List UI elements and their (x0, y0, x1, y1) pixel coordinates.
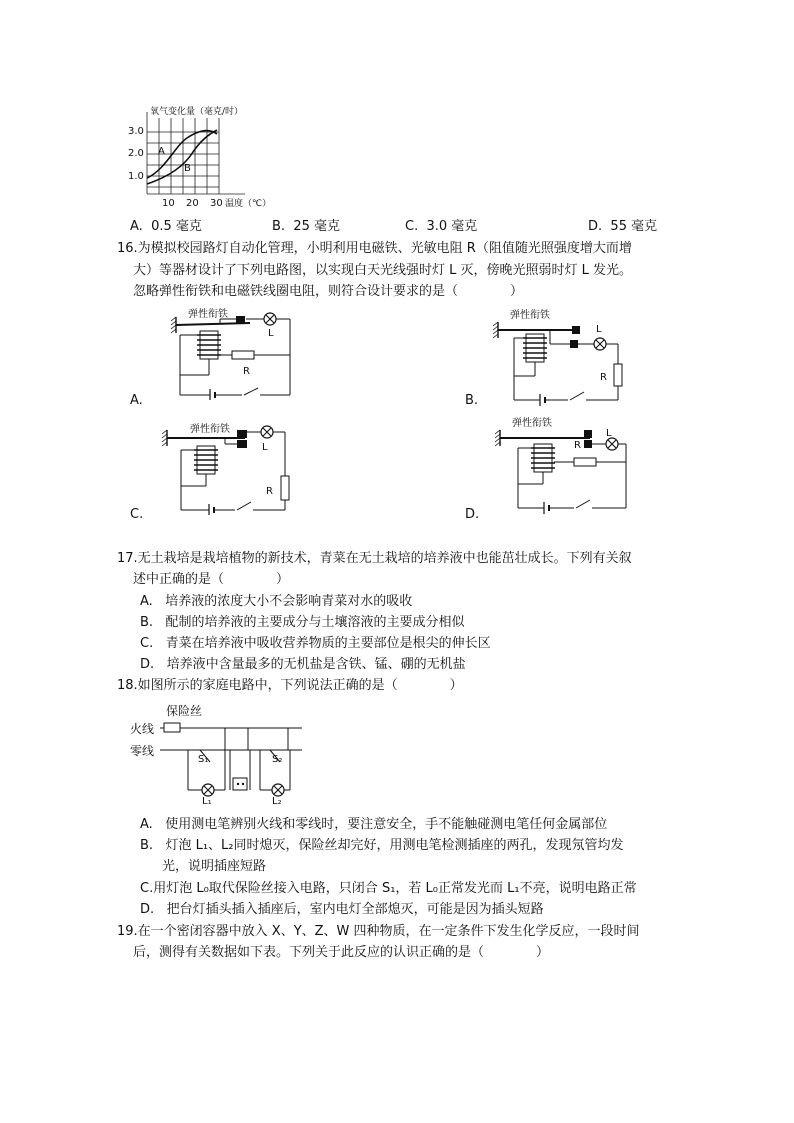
q17-option-b[interactable]: B. 配制的培养液的主要成分与土壤溶液的主要成分相似 (140, 615, 465, 630)
graph-xtick-10: 10 (162, 198, 175, 209)
lamp-l2-label: L₂ (272, 796, 282, 807)
q16-option-b[interactable]: B. (465, 393, 479, 408)
q15-option-a[interactable]: A. 0.5 毫克 (130, 219, 202, 234)
q18-option-d[interactable]: D. 把台灯插头插入插座后，室内电灯全部熄灭，可能是因为插头短路 (140, 902, 544, 917)
circuit-d-resistor-label: R (574, 440, 581, 451)
q16-option-c[interactable]: C. (130, 507, 144, 522)
neutral-wire-label: 零线 (130, 744, 155, 758)
graph-curve-b: B (184, 163, 191, 174)
circuit-diagram-b (490, 312, 635, 407)
lamp-l1-label: L₁ (202, 796, 212, 807)
q16-option-d[interactable]: D. (465, 507, 480, 522)
q16-stem-line1: 16.为模拟校园路灯自动化管理，小明利用电磁铁、光敏电阻 R（阻值随光照强度增大而增 (117, 241, 632, 256)
q16-stem-line2: 大）等器材设计了下列电路图，以实现白天光线强时灯 L 灭，傍晚光照弱时灯 L 发光。 (133, 263, 633, 278)
circuit-a-armature-label: 弹性衔铁 (188, 309, 228, 320)
q18-option-b[interactable]: B. 灯泡 L₁、L₂同时熄灭，保险丝却完好，用测电笔检测插座的两孔，发现氖管均发 (140, 838, 624, 853)
graph-ytick-3: 3.0 (128, 126, 144, 137)
circuit-d-armature-label: 弹性衔铁 (512, 418, 552, 429)
circuit-diagram-c (155, 420, 305, 515)
q18-option-b-cont: 光，说明插座短路 (162, 859, 267, 874)
q18-option-a[interactable]: A. 使用测电笔辨别火线和零线时，要注意安全，手不能触碰测电笔任何金属部位 (140, 817, 608, 832)
circuit-b-resistor-label: R (600, 372, 607, 383)
graph-ytick-1: 1.0 (128, 171, 144, 182)
household-circuit-diagram (130, 700, 310, 812)
circuit-diagram-a (160, 305, 310, 400)
live-wire-label: 火线 (130, 722, 155, 736)
q15-option-d[interactable]: D. 55 毫克 (588, 219, 658, 234)
graph-ylabel: 氧气变化量（毫克/时） (150, 107, 244, 117)
q15-option-c[interactable]: C. 3.0 毫克 (405, 219, 478, 234)
circuit-b-lamp-label: L (596, 324, 602, 335)
circuit-a-resistor-label: R (243, 366, 250, 377)
graph-xtick-20: 20 (186, 198, 199, 209)
q16-option-a[interactable]: A. (130, 393, 143, 408)
switch-s1-label: S₁ (198, 754, 209, 765)
graph-curve-a: A (158, 146, 165, 157)
q19-stem-line2: 后，测得有关数据如下表。下列关于此反应的认识正确的是（ ） (133, 945, 550, 960)
fuse-label: 保险丝 (166, 704, 203, 718)
graph-xlabel: 温度（℃） (225, 199, 272, 209)
q18-stem-line1: 18.如图所示的家庭电路中，下列说法正确的是（ ） (117, 678, 463, 693)
switch-s2-label: S₂ (272, 754, 283, 765)
q15-option-b[interactable]: B. 25 毫克 (272, 219, 341, 234)
q18-option-c[interactable]: C.用灯泡 L₀取代保险丝接入电路，只闭合 S₁，若 L₀正常发光而 L₁不亮，说明电路正常 (140, 881, 637, 896)
q17-option-a[interactable]: A. 培养液的浓度大小不会影响青菜对水的吸收 (140, 594, 413, 609)
q19-stem-line1: 19.在一个密闭容器中放入 X、Y、Z、W 四种物质，在一定条件下发生化学反应，一段时间 (117, 924, 640, 939)
q17-option-d[interactable]: D. 培养液中含量最多的无机盐是含铁、锰、硼的无机盐 (140, 657, 466, 672)
circuit-b-armature-label: 弹性衔铁 (510, 310, 550, 321)
circuit-a-lamp-label: L (268, 328, 274, 339)
circuit-c-lamp-label: L (262, 442, 268, 453)
circuit-d-lamp-label: L (606, 428, 612, 439)
circuit-c-armature-label: 弹性衔铁 (190, 424, 230, 435)
graph-ytick-2: 2.0 (128, 148, 144, 159)
graph-xtick-30: 30 (210, 198, 223, 209)
q17-option-c[interactable]: C. 青菜在培养液中吸收营养物质的主要部位是根尖的伸长区 (140, 636, 491, 651)
circuit-c-resistor-label: R (266, 486, 273, 497)
q17-stem-line1: 17.无土栽培是栽培植物的新技术，青菜在无土栽培的培养液中也能茁壮成长。下列有关叙 (117, 551, 632, 566)
q16-stem-line3: 忽略弹性衔铁和电磁铁线圈电阻，则符合设计要求的是（ ） (133, 284, 524, 299)
circuit-diagram-d (492, 420, 637, 515)
q17-stem-line2: 述中正确的是（ ） (133, 572, 290, 587)
